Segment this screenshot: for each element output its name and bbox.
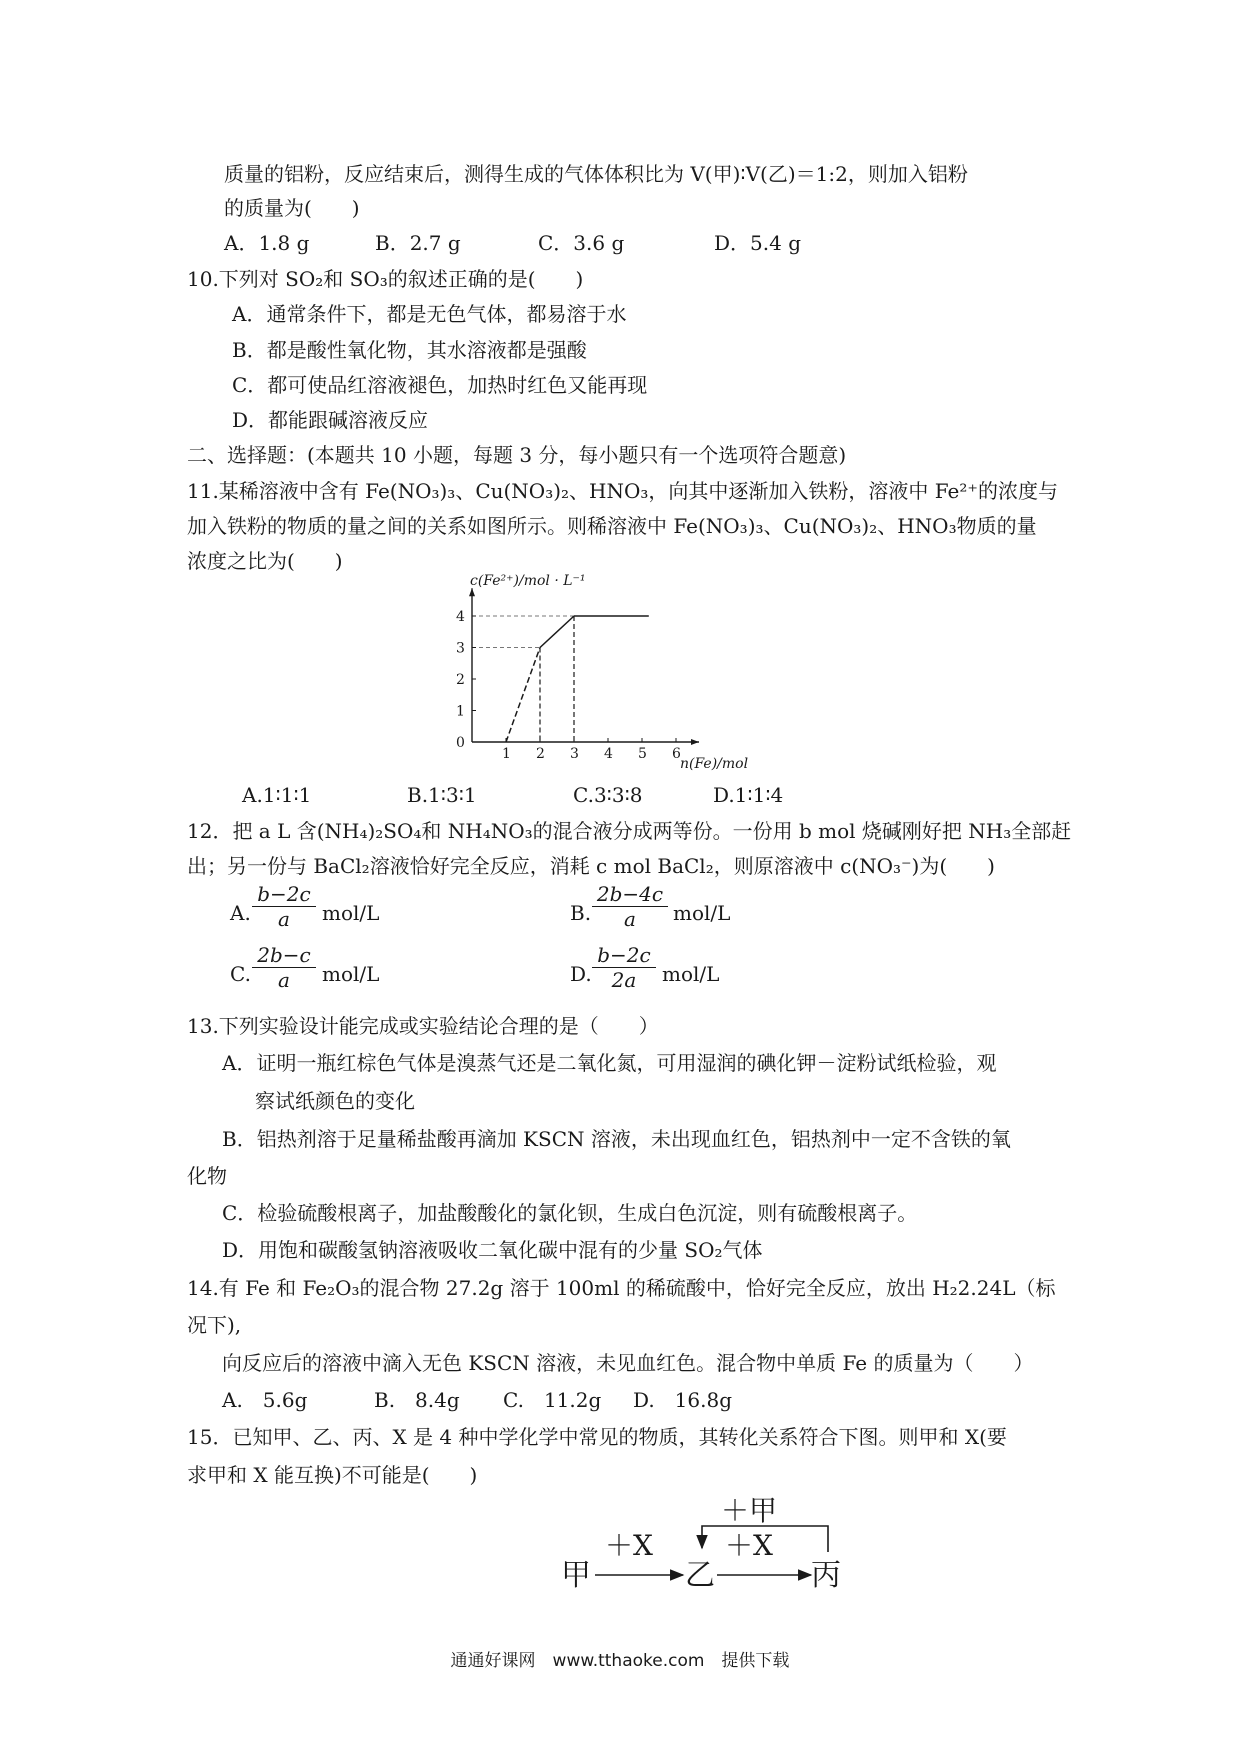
diagram-node-yi: 乙 xyxy=(685,1558,715,1593)
chart-x-tick-label-2: 2 xyxy=(536,746,545,762)
q12-option-b-fraction xyxy=(592,882,668,931)
chart-x-axis-label: n(Fe)/mol xyxy=(680,756,749,772)
chart-series-segment-1 xyxy=(506,648,540,743)
fe2-concentration-chart xyxy=(440,565,780,775)
chart-x-tick-label-6: 6 xyxy=(672,746,681,762)
q12-option-d-label: D. xyxy=(570,962,592,986)
q13-option-b-line1: B．铝热剂溶于足量稀盐酸再滴加 KSCN 溶液，未出现血红色，铝热剂中一定不含铁的氧 xyxy=(222,1127,1011,1151)
q12-option-a-label: A. xyxy=(230,901,251,925)
q13-option-d: D．用饱和碳酸氢钠溶液吸收二氧化碳中混有的少量 SO₂气体 xyxy=(222,1238,763,1262)
q12-option-b-numerator: 2b−4c xyxy=(592,882,668,907)
q12-option-b-unit: mol/L xyxy=(673,901,731,925)
chart-axes xyxy=(469,588,699,745)
q10-stem: 10.下列对 SO₂和 SO₃的叙述正确的是( ) xyxy=(187,267,584,291)
q9-option-a: A．1.8 g xyxy=(224,231,310,255)
q10-option-d: D．都能跟碱溶液反应 xyxy=(232,408,429,432)
q12-option-b-denominator: a xyxy=(624,907,636,931)
q12-line1: 12．把 a L 含(NH₄)₂SO₄和 NH₄NO₃的混合液分成两等份。一份用 b mol 烧碱刚好把 NH₃全部赶 xyxy=(187,819,1072,843)
q11-option-c: C.3∶3∶8 xyxy=(573,783,643,807)
diagram-label-plus-x-2: ＋X xyxy=(725,1529,773,1562)
chart-y-tick-label-1: 1 xyxy=(456,703,465,720)
q13-stem: 13.下列实验设计能完成或实验结论合理的是（ ） xyxy=(187,1014,659,1038)
chart-series xyxy=(506,616,649,742)
chart-y-axis-label: c(Fe²⁺)/mol · L⁻¹ xyxy=(470,573,586,589)
q9-line1: 质量的铝粉，反应结束后，测得生成的气体体积比为 V(甲)∶V(乙)＝1:2，则加入铝粉 xyxy=(224,162,968,186)
q14-line3: 向反应后的溶液中滴入无色 KSCN 溶液，未见血红色。混合物中单质 Fe 的质量为（ ） xyxy=(222,1351,1034,1375)
q9-option-b: B．2.7 g xyxy=(375,231,461,255)
q12-option-c-unit: mol/L xyxy=(322,962,380,986)
q12-option-c-label: C. xyxy=(230,962,251,986)
q13-option-a-line2: 察试纸颜色的变化 xyxy=(255,1089,415,1113)
chart-guides xyxy=(472,616,574,742)
q14-option-a: A. 5.6g xyxy=(222,1388,308,1412)
q14-line2: 况下), xyxy=(187,1313,242,1337)
q14-option-b: B. 8.4g xyxy=(374,1388,460,1412)
chart-x-tick-label-5: 5 xyxy=(638,746,647,762)
q10-option-b: B．都是酸性氧化物，其水溶液都是强酸 xyxy=(232,338,587,362)
q11-option-d: D.1∶1∶4 xyxy=(713,783,784,807)
q12-option-a-fraction xyxy=(252,882,316,931)
q13-option-c: C．检验硫酸根离子，加盐酸酸化的氯化钡，生成白色沉淀，则有硫酸根离子。 xyxy=(222,1201,918,1225)
section-heading: 二、选择题：(本题共 10 小题，每题 3 分，每小题只有一个选项符合题意) xyxy=(187,443,847,467)
q14-option-c: C. 11.2g xyxy=(503,1388,602,1412)
q11-line2: 加入铁粉的物质的量之间的关系如图所示。则稀溶液中 Fe(NO₃)₃、Cu(NO₃)₂、HNO₃物质的量 xyxy=(187,514,1037,538)
q15-line1: 15．已知甲、乙、丙、X 是 4 种中学化学中常见的物质，其转化关系符合下图。则甲和 X(要 xyxy=(187,1425,1007,1449)
diagram-node-bing: 丙 xyxy=(811,1558,841,1593)
q12-option-d-unit: mol/L xyxy=(662,962,720,986)
transformation-diagram xyxy=(555,1490,855,1610)
footer-source: 通通好课网 www.tthaoke.com 提供下载 xyxy=(450,1651,790,1671)
diagram-label-plus-x-1: ＋X xyxy=(605,1529,653,1562)
q12-option-c-denominator: a xyxy=(278,968,290,992)
diagram-label-plus-jia: ＋甲 xyxy=(721,1494,778,1527)
chart-y-tick-label-3: 3 xyxy=(456,640,465,657)
q12-line2: 出；另一份与 BaCl₂溶液恰好完全反应，消耗 c mol BaCl₂，则原溶液中 c(NO₃⁻)为( ) xyxy=(187,854,995,878)
q11-option-a: A.1∶1∶1 xyxy=(242,783,312,807)
chart-x-tick-label-4: 4 xyxy=(604,746,613,762)
chart-x-tick-label-3: 3 xyxy=(570,746,579,762)
chart-x-axis-arrow xyxy=(691,739,699,745)
chart-series-segment-2 xyxy=(540,616,574,648)
q12-option-d-numerator: b−2c xyxy=(592,943,656,968)
q11-line3: 浓度之比为( ) xyxy=(187,549,343,573)
q12-option-d-denominator: 2a xyxy=(611,968,637,992)
q14-option-d: D. 16.8g xyxy=(633,1388,733,1412)
q10-option-a: A．通常条件下，都是无色气体，都易溶于水 xyxy=(232,302,627,326)
chart-y-tick-label-2: 2 xyxy=(456,672,465,688)
q10-option-c: C．都可使品红溶液褪色，加热时红色又能再现 xyxy=(232,373,648,397)
q9-option-c: C．3.6 g xyxy=(538,231,625,255)
q12-option-a-unit: mol/L xyxy=(322,901,380,925)
q15-line2: 求甲和 X 能互换)不可能是( ) xyxy=(187,1463,478,1487)
q11-option-b: B.1∶3∶1 xyxy=(407,783,477,807)
q12-option-c-fraction xyxy=(252,943,316,992)
q12-option-d-fraction xyxy=(592,943,656,992)
q11-line1: 11.某稀溶液中含有 Fe(NO₃)₃、Cu(NO₃)₂、HNO₃，向其中逐渐加入铁粉，溶液中 Fe²⁺的浓度与 xyxy=(187,479,1058,503)
chart-ticks xyxy=(456,609,681,762)
chart-x-tick-label-1: 1 xyxy=(502,746,511,762)
q13-option-a-line1: A．证明一瓶红棕色气体是溴蒸气还是二氧化氮，可用湿润的碘化钾－淀粉试纸检验，观 xyxy=(222,1051,997,1075)
q12-option-c-numerator: 2b−c xyxy=(252,943,316,968)
q9-option-d: D．5.4 g xyxy=(714,231,802,255)
diagram-node-jia: 甲 xyxy=(561,1558,591,1593)
chart-y-tick-label-4: 4 xyxy=(456,609,465,625)
chart-y-axis-arrow xyxy=(469,588,475,596)
q9-line2: 的质量为( ) xyxy=(224,196,360,220)
q12-option-b-label: B. xyxy=(570,901,592,925)
q14-line1: 14.有 Fe 和 Fe₂O₃的混合物 27.2g 溶于 100ml 的稀硫酸中，恰好完全反应，放出 H₂2.24L（标 xyxy=(187,1276,1056,1300)
q13-option-b-line2: 化物 xyxy=(187,1164,227,1188)
chart-y-tick-label-0: 0 xyxy=(456,735,465,751)
q12-option-a-denominator: a xyxy=(278,907,290,931)
q12-option-a-numerator: b−2c xyxy=(252,882,316,907)
